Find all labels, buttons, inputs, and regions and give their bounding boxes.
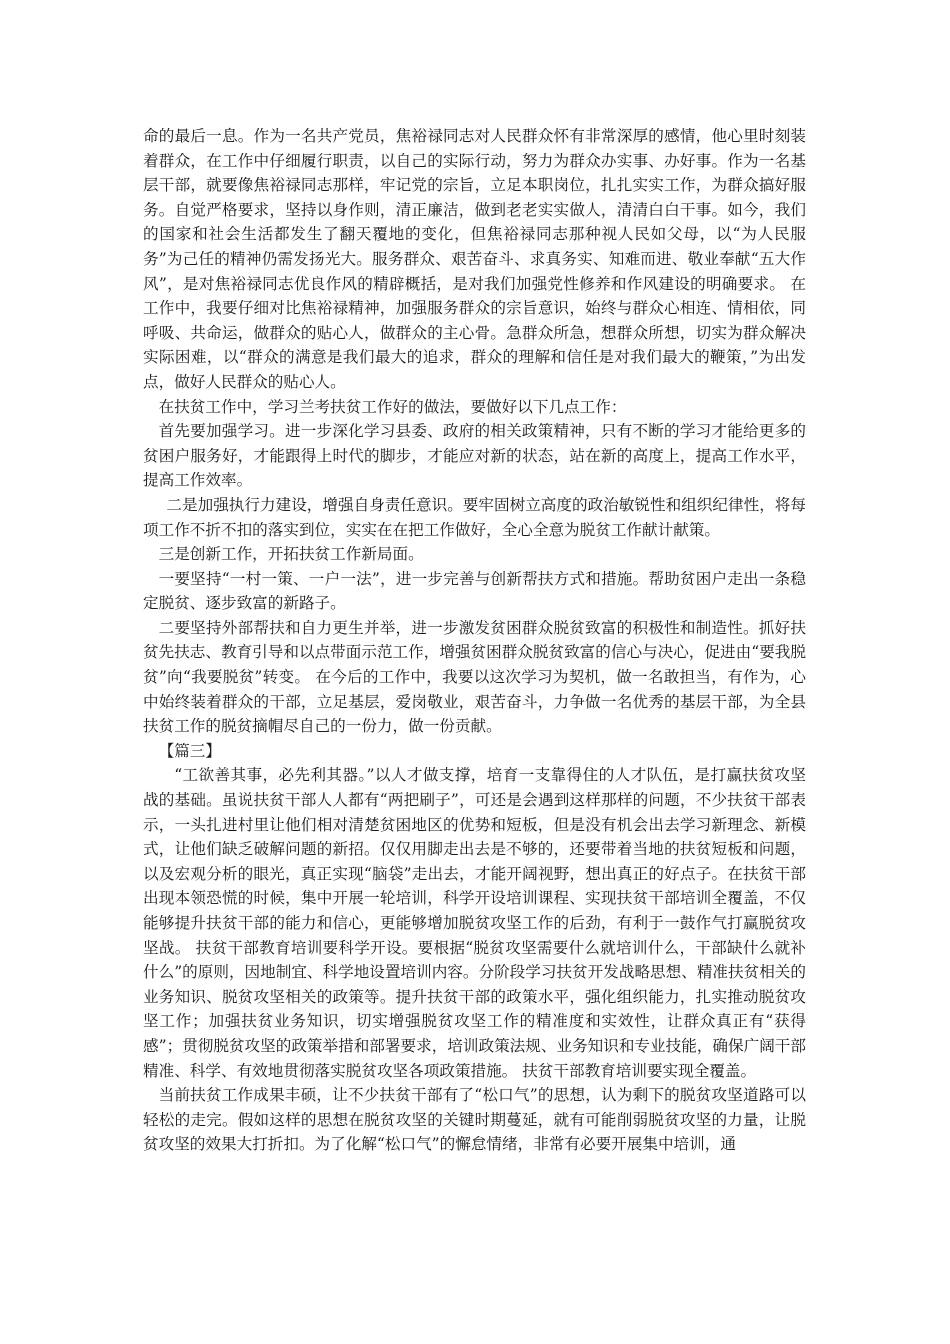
paragraph-9: 当前扶贫工作成果丰硕，让不少扶贫干部有了“松口气”的思想，认为剩下的脱贫攻坚道路可以轻松的走完。假如这样的思想在脱贫攻坚的关键时期蔓延，就有可能削弱脱贫攻坚的力量，让脱贫攻坚的效果大打折扣。为了化解“松口气”的懈怠情绪，非常有必要开展集中培训，通 [143, 1086, 806, 1154]
paragraph-2: 在扶贫工作中，学习兰考扶贫工作好的做法，要做好以下几点工作： [158, 397, 627, 416]
paragraph-6: 一要坚持“一村一策、一户一法”，进一步完善与创新帮扶方式和措施。帮助贫困户走出一条稳定脱贫、逐步致富的新路子。 [143, 569, 806, 613]
paragraph-1: 命的最后一息。作为一名共产党员，焦裕禄同志对人民群众怀有非常深厚的感情，他心里时刻装着群众，在工作中仔细履行职责，以自己的实际行动，努力为群众办实事、办好事。作为一名基层干部，就要像焦裕禄同志那样，牢记党的宗旨，立足本职岗位，扎扎实实工作，为群众搞好服务。自觉严格要求，坚持以身作则，清正廉洁，做到老老实实做人，清清白白干事。如今，我们的国家和社会生活都发生了翻天覆地的变化，但焦裕禄同志那种视人民如父母，以“为人民服务”为己任的精神仍需发扬光大。服务群众、艰苦奋斗、求真务实、知难而进、敬业奉献“五大作风”，是对焦裕禄同志优良作风的精辟概括，是对我们加强党性修养和作风建设的明确要求。 在工作中，我要仔细对比焦裕禄精神，加强服务群众的宗旨意识，始终与群众心相连、情相依，同呼吸、共命运，做群众的贴心人，做群众的主心骨。急群众所急，想群众所想，切实为群众解决实际困难，以“群众的满意是我们最大的追求，群众的理解和信任是对我们最大的鞭策，”为出发点，做好人民群众的贴心人。 [143, 127, 806, 391]
document-body [143, 124, 806, 1157]
paragraph-4: 二是加强执行力建设，增强自身责任意识。要牢固树立高度的政治敏锐性和组织纪律性，将每项工作不折不扣的落实到位，实实在在把工作做好，全心全意为脱贫工作献计献策。 [143, 495, 806, 539]
paragraph-7: 二要坚持外部帮扶和自力更生并举，进一步激发贫困群众脱贫致富的积极性和制造性。抓好扶贫先扶志、教育引导和以点带面示范工作，增强贫困群众脱贫致富的信心与决心，促进由“要我脱贫”向“我要脱贫”转变。 在今后的工作中，我要以这次学习为契机，做一名敢担当，有作为，心中始终装着群众的干部，立足基层，爱岗敬业，艰苦奋斗，力争做一名优秀的基层干部，为全县扶贫工作的脱贫摘帽尽自己的一份力，做一份贡献。 [143, 618, 806, 736]
paragraph-5: 三是创新工作，开拓扶贫工作新局面。 [158, 545, 424, 564]
paragraph-3: 首先要加强学习。进一步深化学习县委、政府的相关政策精神，只有不断的学习才能给更多的贫困户服务好，才能跟得上时代的脚步，才能应对新的状态，站在新的高度上，提高工作水平，提高工作效率。 [143, 422, 806, 490]
paragraph-8: “工欲善其事，必先利其器。”以人才做支撑，培育一支靠得住的人才队伍，是打赢扶贫攻坚战的基础。虽说扶贫干部人人都有“两把刷子”，可还是会遇到这样那样的问题，不少扶贫干部表示，一头扎进村里让他们相对清楚贫困地区的优势和短板，但是没有机会出去学习新理念、新模式，让他们缺乏破解问题的新招。仅仅用脚走出去是不够的，还要带着当地的扶贫短板和问题，以及宏观分析的眼光，真正实现“脑袋”走出去，才能开阔视野，想出真正的好点子。在扶贫干部出现本领恐慌的时候，集中开展一轮培训，科学开设培训课程、实现扶贫干部培训全覆盖，不仅能够提升扶贫干部的能力和信心，更能够增加脱贫攻坚工作的后劲，有利于一鼓作气打赢脱贫攻坚战。 扶贫干部教育培训要科学开设。要根据“脱贫攻坚需要什么就培训什么，干部缺什么就补什么”的原则，因地制宜、科学地设置培训内容。分阶段学习扶贫开发战略思想、精准扶贫相关的业务知识、脱贫攻坚相关的政策等。提升扶贫干部的政策水平，强化组织能力，扎实推动脱贫攻坚工作；加强扶贫业务知识，切实增强脱贫攻坚工作的精准度和实效性，让群众真正有“获得感”；贯彻脱贫攻坚的政策举措和部署要求，培训政策法规、业务知识和专业技能，确保广阔干部精准、科学、有效地贯彻落实脱贫攻坚各项政策措施。 扶贫干部教育培训要实现全覆盖。 [143, 766, 806, 1080]
section-heading: 【篇三】 [158, 741, 221, 760]
